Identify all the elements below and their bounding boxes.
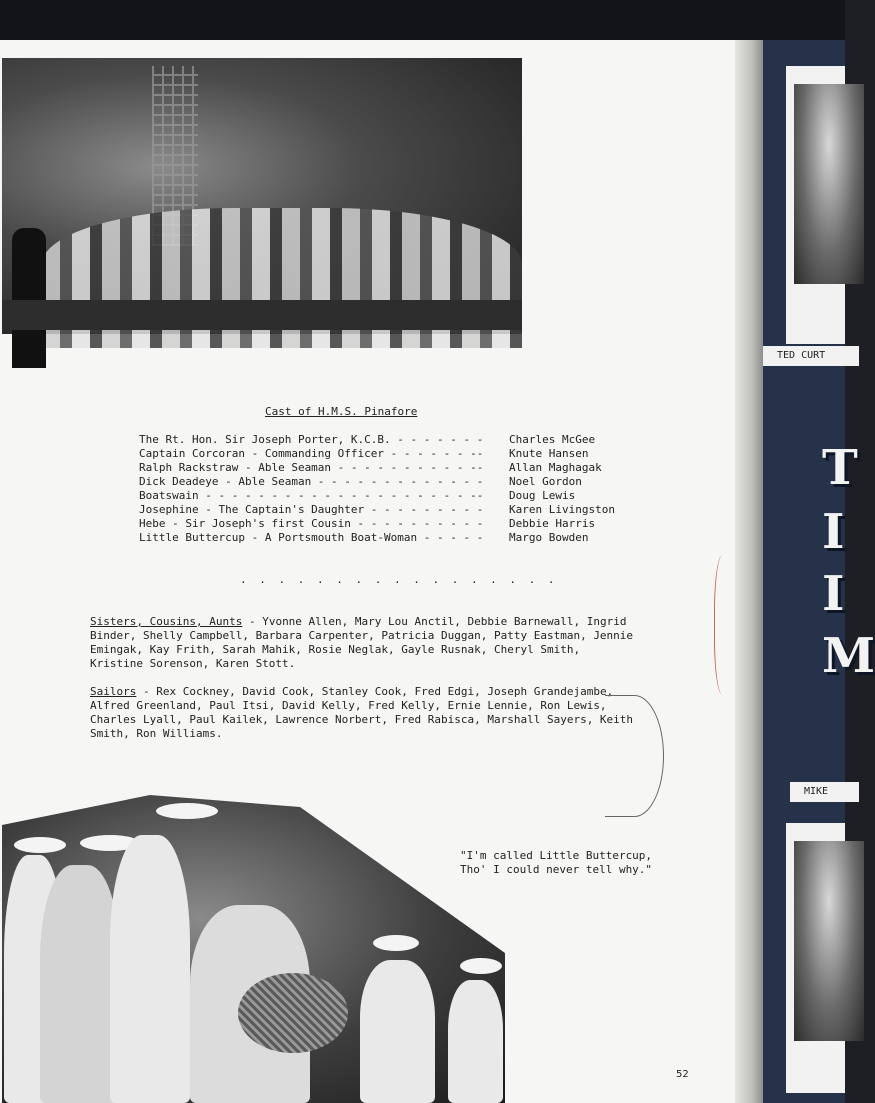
sailor-figure bbox=[40, 865, 120, 1103]
student-portrait bbox=[786, 66, 845, 344]
cast-role: Dick Deadeye - Able Seaman - - - - - - - - - - - - - bbox=[139, 475, 484, 488]
portrait-name: TED CURT bbox=[763, 346, 859, 366]
quote-line: Tho' I could never tell why." bbox=[460, 863, 653, 876]
cast-actor: Noel Gordon bbox=[509, 475, 582, 488]
cast-row bbox=[139, 489, 639, 503]
portrait-face bbox=[794, 841, 864, 1041]
student-portrait bbox=[786, 823, 845, 1093]
cast-actor: Knute Hansen bbox=[509, 447, 589, 460]
cast-actor: Debbie Harris bbox=[509, 517, 596, 530]
portrait-name: MIKE bbox=[790, 782, 859, 802]
sailors-heading: Sailors bbox=[90, 685, 137, 698]
sailor-figure bbox=[448, 980, 503, 1103]
title-letter: I bbox=[822, 504, 845, 560]
cast-actor: Doug Lewis bbox=[509, 489, 576, 502]
cast-role: The Rt. Hon. Sir Joseph Porter, K.C.B. - - - - - - - bbox=[139, 433, 484, 446]
cast-row bbox=[139, 461, 639, 475]
cast-row bbox=[139, 475, 639, 489]
pencil-mark bbox=[605, 695, 664, 817]
cast-actor: Margo Bowden bbox=[509, 531, 589, 544]
captain-figure bbox=[12, 228, 46, 368]
cast-role: Little Buttercup - A Portsmouth Boat-Woman - - - - - bbox=[139, 531, 484, 544]
page-gutter bbox=[735, 40, 763, 1103]
cast-list bbox=[139, 433, 639, 545]
cast-role: Josephine - The Captain's Daughter - - - - - - - - - bbox=[139, 503, 484, 516]
title-letter: M bbox=[822, 628, 875, 684]
sailor-figure bbox=[110, 835, 190, 1103]
quote-line: "I'm called Little Buttercup, bbox=[460, 849, 653, 862]
cast-actor: Karen Livingston bbox=[509, 503, 615, 516]
cast-role: Captain Corcoran - Commanding Officer - - - - - - -- bbox=[139, 447, 484, 460]
sailor-cap bbox=[460, 958, 502, 974]
sisters-paragraph bbox=[90, 615, 635, 671]
cast-row bbox=[139, 433, 639, 447]
title-letter: I bbox=[822, 566, 845, 622]
cast-role: Ralph Rackstraw - Able Seaman - - - - - - - - - - -- bbox=[139, 461, 484, 474]
cast-title: Cast of H.M.S. Pinafore bbox=[265, 405, 418, 418]
red-pen-mark bbox=[714, 555, 735, 695]
top-edge bbox=[0, 0, 845, 40]
cast-row bbox=[139, 517, 639, 531]
cast-row bbox=[139, 503, 639, 517]
cast-actor: Charles McGee bbox=[509, 433, 596, 446]
dot-divider: . . . . . . . . . . . . . . . . . bbox=[240, 573, 558, 586]
sailor-figure bbox=[360, 960, 435, 1103]
sailors-names: - Rex Cockney, David Cook, Stanley Cook, Fred Edgi, Joseph Grandejambe, Alfred Greenland, Paul Itsi, David Kelly, Fred Kelly, Ernie Lennie, Ron Lewis, Charles Lyall, Paul Kailek, Lawrence Norbert, Fred Rabisca, Marshall Sayers, Keith Smith, Ron Williams. bbox=[90, 685, 634, 740]
portrait-face bbox=[794, 84, 864, 284]
cast-row bbox=[139, 447, 639, 461]
sailor-cap bbox=[156, 803, 218, 819]
sailors-paragraph bbox=[90, 685, 635, 741]
page-number: 52 bbox=[676, 1069, 689, 1080]
buttercup-quote bbox=[460, 849, 652, 877]
cast-row bbox=[139, 531, 639, 545]
cast-role: Boatswain - - - - - - - - - - - - - - - - - - - - -- bbox=[139, 489, 484, 502]
stage-floor bbox=[2, 300, 522, 330]
sisters-names: - Yvonne Allen, Mary Lou Anctil, Debbie Barnewall, Ingrid Binder, Shelly Campbell, Barbara Carpenter, Patricia Duggan, Patty Eastman, Jennie Emingak, Kay Frith, Sarah Mahik, Rosie Neglak, Gayle Rusnak, Cheryl Smith, Kristine Sorenson, Karen Stott. bbox=[90, 615, 634, 670]
title-letter: T bbox=[822, 440, 858, 496]
basket bbox=[238, 973, 348, 1053]
sisters-heading: Sisters, Cousins, Aunts bbox=[90, 615, 243, 628]
sailor-cap bbox=[373, 935, 419, 951]
stage-cast-photo bbox=[2, 58, 522, 334]
cast-actor: Allan Maghagak bbox=[509, 461, 602, 474]
sailor-cap bbox=[14, 837, 66, 853]
cast-role: Hebe - Sir Joseph's first Cousin - - - - - - - - - - bbox=[139, 517, 484, 530]
